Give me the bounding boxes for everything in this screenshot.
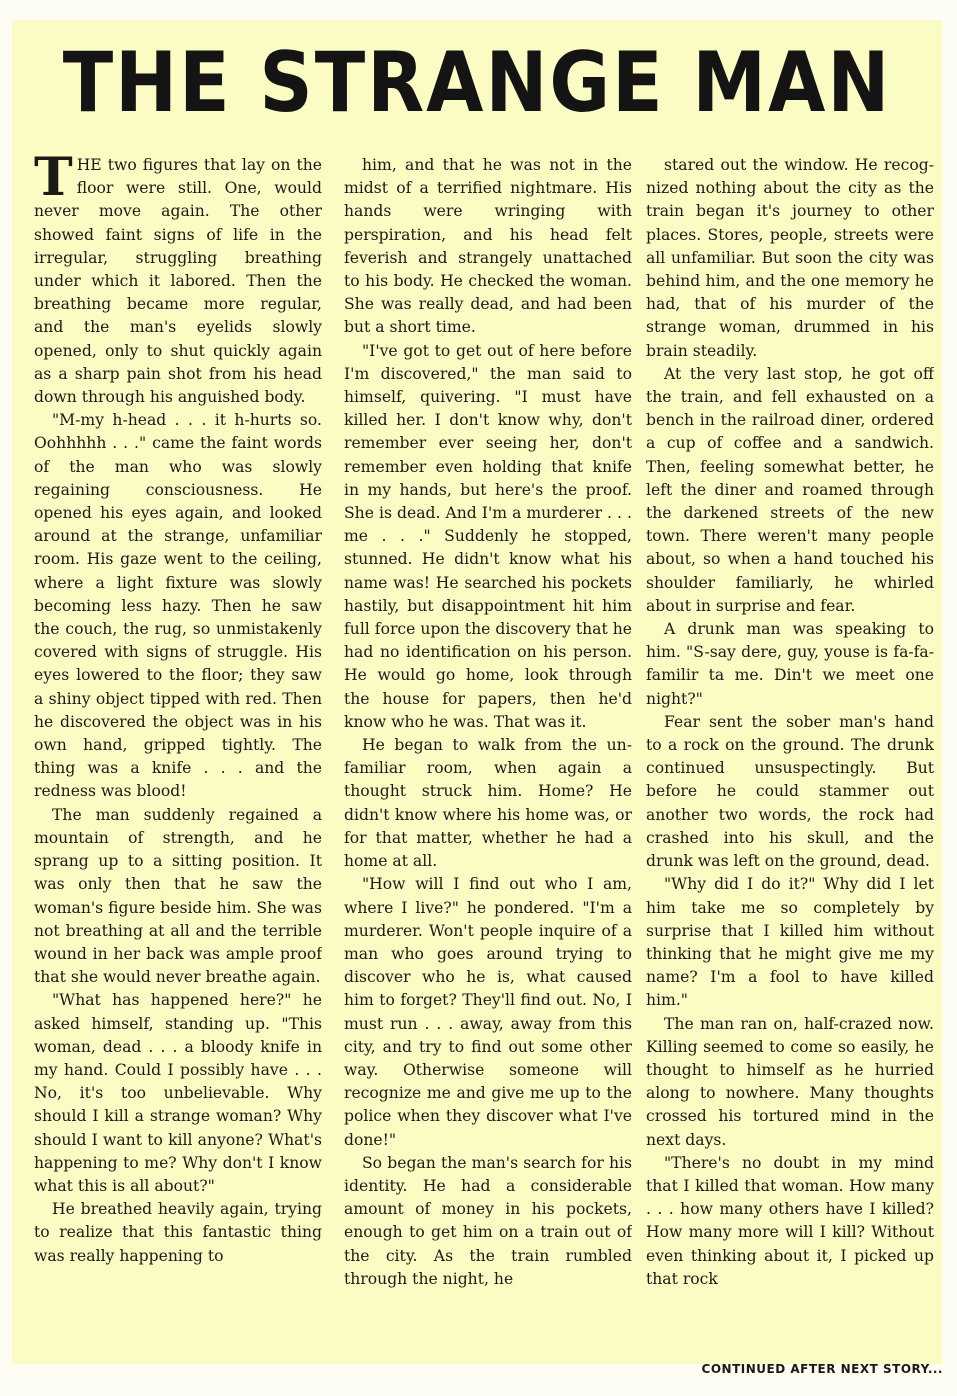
text-columns [34, 154, 934, 1360]
story-paragraph: A drunk man was speaking to him. "S-say dere, guy, youse is fa-fa-familir ta me. Din't we meet one night?" [646, 620, 934, 708]
story-sheet [12, 20, 942, 1364]
story-paragraph: stared out the window. He recognized nothing about the city as the train began it's journey to other places. Stores, people, streets were all unfamiliar. But soon the city was behind him, and the one memory he had, that of his murder of the strange woman, drummed in his brain steadily. [646, 156, 934, 360]
column-1 [34, 154, 322, 1364]
story-paragraph: "Why did I do it?" Why did I let him take me so completely by surprise that I killed him without thinking that he might give me my name? I'm a fool to have killed him." [646, 875, 934, 1010]
column-3 [646, 154, 934, 1364]
column-2 [344, 154, 632, 1364]
story-paragraph: "M-my h-head . . . it h-hurts so. Oohhhhh . . ." came the faint words of the man who was slowly regaining consciousness. He opened his eyes again, and looked around at the strange, unfamiliar room. His gaze went to the ceiling, where a light fixture was slowly becoming less hazy. Then he saw the couch, the rug, so unmistakenly covered with signs of struggle. His eyes lowered to the floor; they saw a shiny object tipped with red. Then he discovered the object was in his own hand, gripped tightly. The thing was a knife . . . and the redness was blood! [34, 411, 322, 801]
drop-cap: T [34, 154, 73, 208]
story-paragraph: "How will I find out who I am, where I live?" he pondered. "I'm a murderer. Won't people inquire of a man who goes around trying to discover who he is, what caused him to forget? They'll find out. No, I must run . . . away, away from this city, and try to find out some other way. Otherwise someone will recognize me and give me up to the police when they discover what I've done!" [344, 875, 632, 1149]
story-paragraph: At the very last stop, he got off the train, and fell exhausted on a bench in the railroad diner, ordered a cup of coffee and a sandwich. Then, feeling somewhat better, he left the diner and roamed through the darkened streets of the new town. There weren't many people about, so when a hand touched his shoulder familiarly, he whirled about in surprise and fear. [646, 364, 934, 615]
story-paragraph: So began the man's search for his identity. He had a considerable amount of money in his pockets, enough to get him on a train out of the city. As the train rumbled through the night, he [344, 1153, 632, 1288]
story-title: THE STRANGE MAN [62, 34, 892, 132]
story-paragraph: Fear sent the sober man's hand to a rock on the ground. The drunk continued unsuspectingly. But before he could stammer out another two words, the rock had crashed into his skull, and the drunk was left on the ground, dead. [646, 712, 934, 871]
story-paragraph: The man ran on, half-crazed now. Killing seemed to come so easily, he thought to himself as he hurried along to nowhere. Many thoughts crossed his tortured mind in the next days. [646, 1014, 934, 1149]
story-paragraph: He breathed heavily again, trying to realize that this fantastic thing was really happening to [34, 1200, 322, 1265]
story-paragraph: The man suddenly regained a mountain of strength, and he sprang up to a sitting position. It was only then that he saw the woman's figure beside him. She was not breathing at all and the terrible wound in her back was ample proof that she would never breathe again. [34, 805, 322, 987]
title-bar [12, 20, 942, 146]
story-paragraph: "I've got to get out of here before I'm discovered," the man said to himself, quivering. "I must have killed her. I don't know why, don't remember ever seeing her, don't remember even holding that knife in my hands, but here's the proof. She is dead. And I'm a murderer . . . me . . ." Suddenly he stopped, stunned. He didn't know what his name was! He searched his pockets hastily, but disappointment hit him full force upon the discovery that he had no identification on his person. He would go home, look through the house for papers, then he'd know who he was. That was it. [344, 341, 632, 731]
story-paragraph: "There's no doubt in my mind that I killed that woman. How many . . . how many others have I killed? How many more will I kill? Without even thinking about it, I picked up that rock [646, 1153, 934, 1288]
continued-note: CONTINUED AFTER NEXT STORY... [701, 1362, 943, 1376]
story-paragraph [34, 154, 322, 409]
story-paragraph: He began to walk from the unfamiliar room, when again a thought struck him. Home? He didn't know where his home was, or for that matter, whether he had a home at all. [344, 736, 632, 871]
opening-text: HE two figures that lay on the floor were still. One, would never move again. The other showed faint signs of life in the irregular, struggling breathing under which it labored. Then the breathing became more regular, and the man's eyelids slowly opened, only to shut quickly again as a sharp pain shot from his head down through his anguished body. [34, 156, 322, 407]
story-paragraph: "What has happened here?" he asked himself, standing up. "This woman, dead . . . a bloody knife in my hand. Could I possibly have . . . No, it's too unbelievable. Why should I kill a strange woman? Why should I want to kill anyone? What's happening to me? Why don't I know what this is all about?" [34, 991, 322, 1195]
story-paragraph: him, and that he was not in the midst of a terrified nightmare. His hands were wringing with perspiration, and his head felt feverish and strangely unattached to his body. He checked the woman. She was really dead, and had been but a short time. [344, 156, 632, 337]
